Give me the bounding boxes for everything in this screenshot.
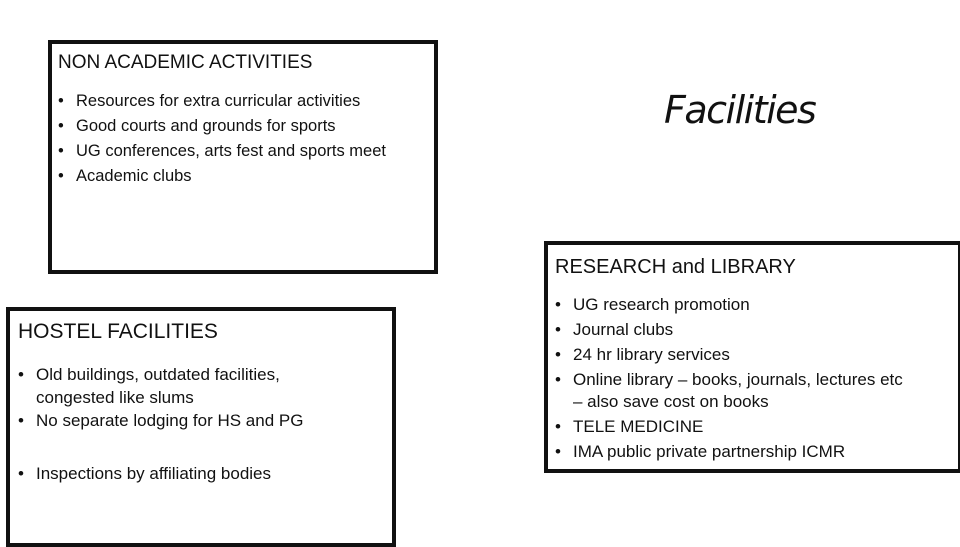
list-item: • Online library – books, journals, lectures etc – also save cost on books <box>555 370 903 411</box>
bullet-icon: • <box>555 417 561 436</box>
hostel-heading: HOSTEL FACILITIES <box>18 320 218 343</box>
non-academic-heading: NON ACADEMIC ACTIVITIES <box>58 52 313 73</box>
hostel-facilities-box <box>6 307 396 547</box>
bullet-icon: • <box>555 442 561 461</box>
list-item: • Resources for extra curricular activities <box>58 89 386 114</box>
bullet-icon: • <box>555 295 561 314</box>
bullet-icon: • <box>58 92 64 110</box>
list-item: • No separate lodging for HS and PG <box>18 411 304 430</box>
list-item: • UG conferences, arts fest and sports meet <box>58 139 386 164</box>
research-heading: RESEARCH and LIBRARY <box>555 256 796 278</box>
bullet-icon: • <box>18 365 24 384</box>
list-item: • IMA public private partnership ICMR <box>555 442 846 461</box>
hostel-list <box>18 363 356 485</box>
research-list <box>555 294 913 466</box>
slide-title: Facilities <box>664 88 816 132</box>
bullet-icon: • <box>18 411 24 430</box>
bullet-icon: • <box>555 320 561 339</box>
list-item: • Academic clubs <box>58 164 386 189</box>
research-library-box <box>544 241 960 473</box>
non-academic-list <box>58 89 386 189</box>
bullet-icon: • <box>58 117 64 135</box>
list-item: • Good courts and grounds for sports <box>58 114 386 139</box>
list-item: • TELE MEDICINE <box>555 417 704 436</box>
list-item: • Old buildings, outdated facilities, congested like slums <box>18 365 280 407</box>
bullet-icon: • <box>555 345 561 364</box>
bullet-icon: • <box>18 464 24 483</box>
list-item: • Journal clubs <box>555 320 674 339</box>
bullet-icon: • <box>58 142 64 160</box>
bullet-icon: • <box>555 370 561 389</box>
list-item: • UG research promotion <box>555 295 750 314</box>
list-item: • Inspections by affiliating bodies <box>18 464 272 483</box>
list-item: • 24 hr library services <box>555 345 730 364</box>
bullet-icon: • <box>58 167 64 185</box>
non-academic-activities-box <box>48 40 438 274</box>
